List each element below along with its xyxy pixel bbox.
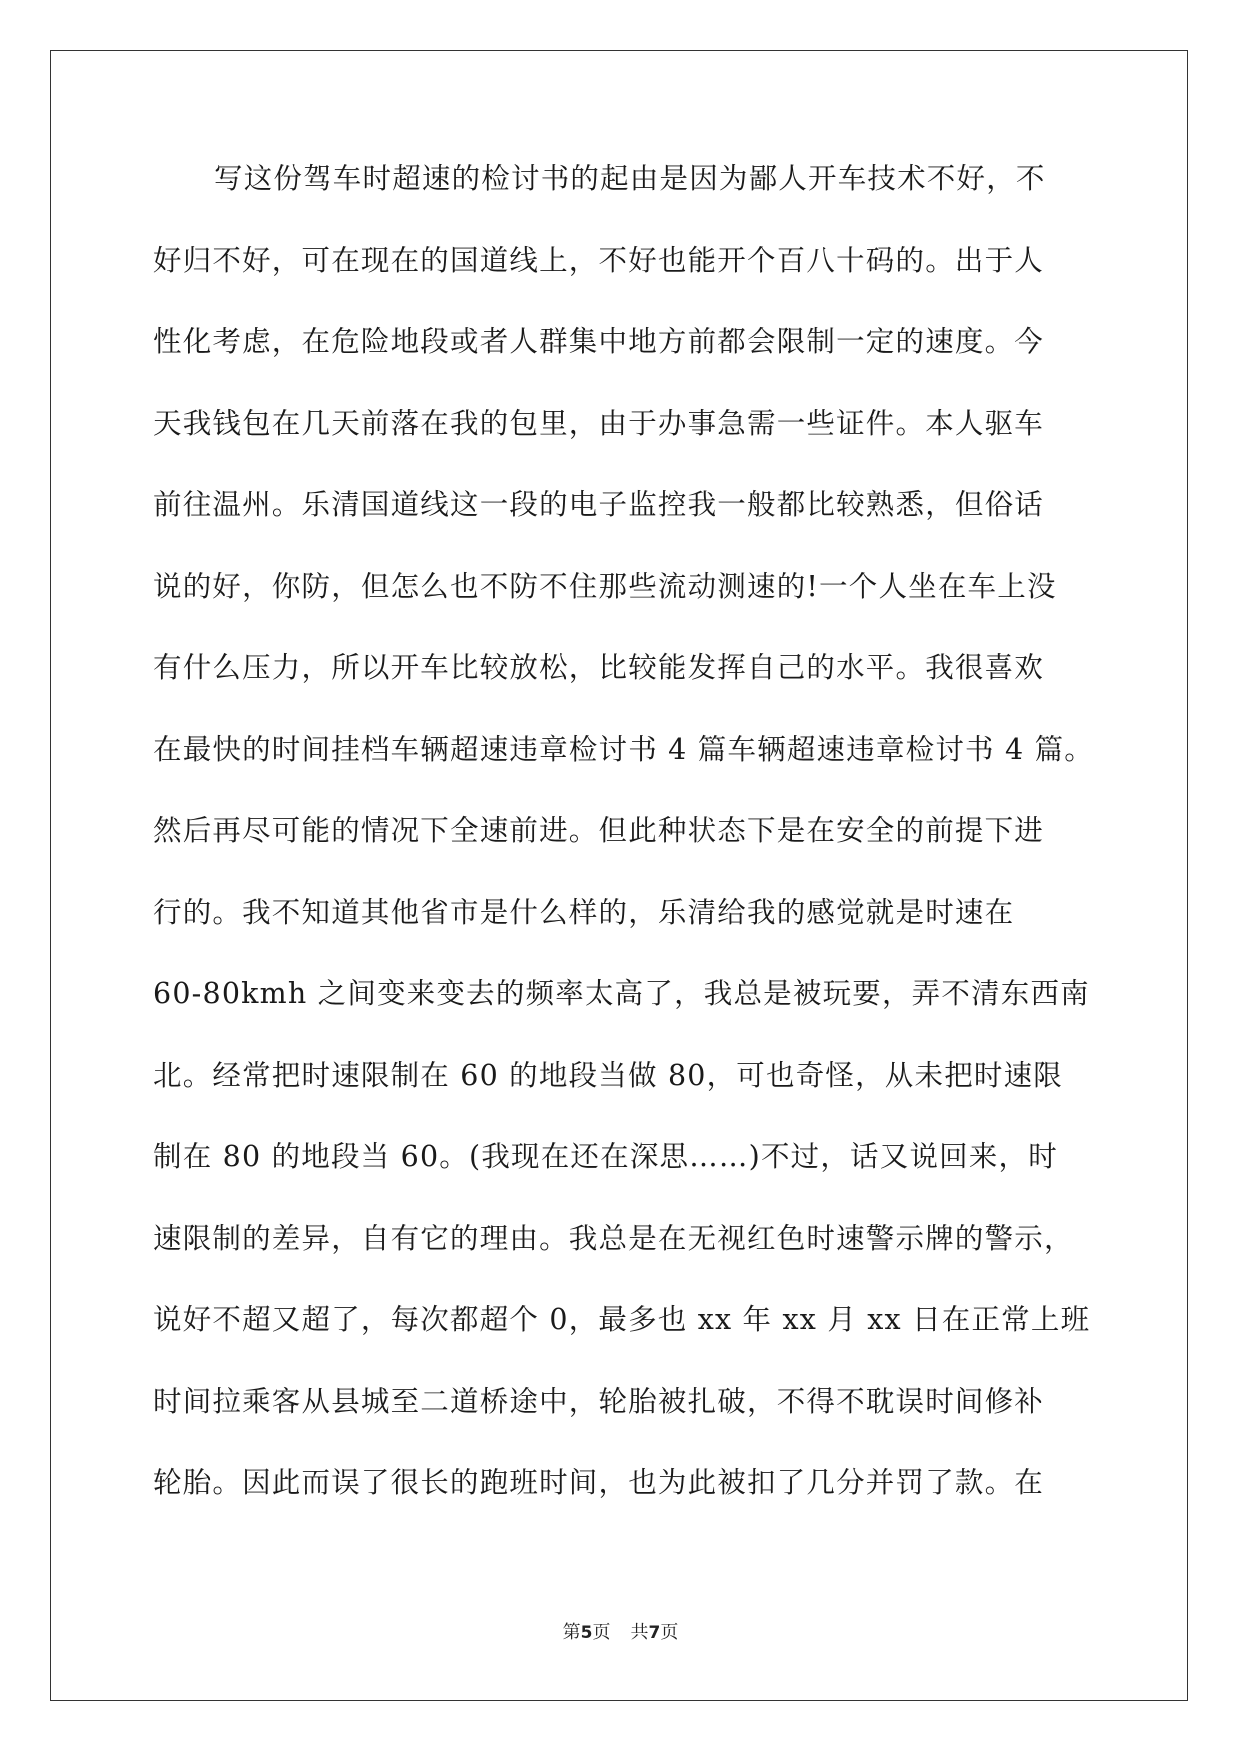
text-line: 时间拉乘客从县城至二道桥途中，轮胎被扎破，不得不耽误时间修补: [153, 1384, 1045, 1418]
page-prefix: 第: [562, 1622, 581, 1643]
text-line: 说的好，你防，但怎么也不防不住那些流动测速的!一个人坐在车上没: [153, 569, 1057, 603]
text-line: 在最快的时间挂档车辆超速违章检讨书 4 篇车辆超速违章检讨书 4 篇。: [153, 732, 1095, 766]
text-line: 60-80kmh 之间变来变去的频率太高了，我总是被玩要，弄不清东西南: [153, 977, 1090, 1010]
total-suffix: 页: [660, 1622, 679, 1643]
text-line: 速限制的差异，自有它的理由。我总是在无视红色时速警示牌的警示，: [153, 1221, 1074, 1255]
document-body: [153, 160, 1098, 1546]
text-line: 好归不好，可在现在的国道线上，不好也能开个百八十码的。出于人: [153, 243, 1045, 277]
text-line: 有什么压力，所以开车比较放松，比较能发挥自己的水平。我很喜欢: [153, 651, 1045, 684]
text-line: 写这份驾车时超速的检讨书的起由是因为鄙人开车技术不好，不: [214, 162, 1046, 195]
text-line: 轮胎。因此而误了很长的跑班时间，也为此被扣了几分并罚了款。在: [153, 1466, 1045, 1499]
text-line: 然后再尽可能的情况下全速前进。但此种状态下是在安全的前提下进: [153, 814, 1045, 847]
text-line: 性化考虑，在危险地段或者人群集中地方前都会限制一定的速度。今: [153, 325, 1045, 358]
text-line: 前往温州。乐清国道线这一段的电子监控我一般都比较熟悉，但俗话: [153, 488, 1045, 521]
page-footer: [0, 1618, 1241, 1644]
text-line: 天我钱包在几天前落在我的包里，由于办事急需一些证件。本人驱车: [153, 406, 1045, 440]
text-line: 制在 80 的地段当 60。(我现在还在深思……)不过，话又说回来，时: [153, 1140, 1058, 1173]
text-line: 行的。我不知道其他省市是什么样的，乐清给我的感觉就是时速在: [153, 895, 1015, 929]
page-current: 5: [580, 1623, 593, 1643]
page-total: 7: [648, 1623, 661, 1643]
page-suffix: 页: [592, 1622, 611, 1643]
text-line: 北。经常把时速限制在 60 的地段当做 80，可也奇怪，从未把时速限: [153, 1058, 1064, 1092]
total-prefix: 共: [630, 1622, 649, 1643]
text-line: 说好不超又超了，每次都超个 0，最多也 xx 年 xx 月 xx 日在正常上班: [153, 1303, 1091, 1336]
